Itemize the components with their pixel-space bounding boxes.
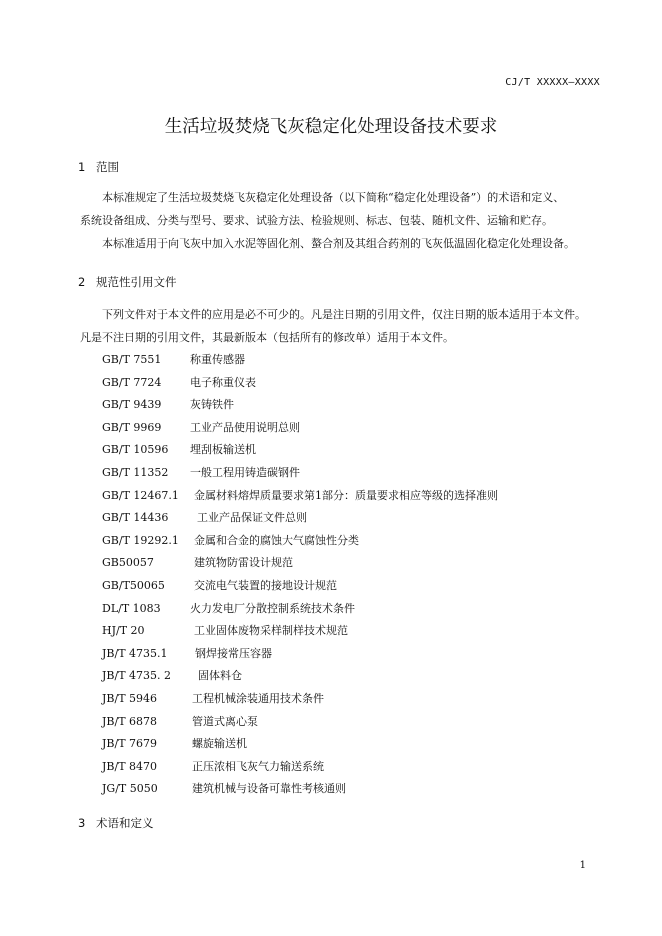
paragraph: 下列文件对于本文件的应用是必不可少的。凡是注日期的引用文件，仅注日期的版本适用于本文件。 xyxy=(102,308,586,321)
paragraph-continuation: 凡是不注日期的引用文件，其最新版本（包括所有的修改单）适用于本文件。 xyxy=(80,331,454,344)
reference-title: 金属材料熔焊质量要求第1部分：质量要求相应等级的选择准则 xyxy=(194,488,498,502)
reference-title: 埋刮板输送机 xyxy=(190,443,256,457)
reference-title: 火力发电厂分散控制系统技术条件 xyxy=(190,601,355,615)
reference-title: 工业产品使用说明总则 xyxy=(190,420,300,434)
reference-code: JB/T 8470 xyxy=(102,759,158,773)
reference-code: GB/T 19292.1 xyxy=(102,533,179,547)
reference-title: 钢焊接常压容器 xyxy=(195,646,272,660)
reference-code: GB/T 10596 xyxy=(102,443,169,457)
paragraph: 本标准适用于向飞灰中加入水泥等固化剂、螯合剂及其组合药剂的飞灰低温固化稳定化处理设备。 xyxy=(102,237,575,250)
reference-code: JG/T 5050 xyxy=(102,782,158,796)
reference-title: 一般工程用铸造碳钢件 xyxy=(190,465,300,479)
reference-title: 建筑物防雷设计规范 xyxy=(194,556,293,570)
document-title: 生活垃圾焚烧飞灰稳定化处理设备技术要求 xyxy=(164,117,498,137)
reference-code: DL/T 1083 xyxy=(102,601,161,615)
reference-code: GB/T 12467.1 xyxy=(102,488,179,502)
reference-title: 工程机械涂装通用技术条件 xyxy=(192,691,324,705)
reference-title: 金属和合金的腐蚀大气腐蚀性分类 xyxy=(194,533,359,547)
reference-title: 建筑机械与设备可靠性考核通则 xyxy=(192,782,346,796)
paragraph: 本标准规定了生活垃圾焚烧飞灰稳定化处理设备（以下简称“稳定化处理设备”）的术语和定义、 xyxy=(102,191,565,204)
section-title: 术语和定义 xyxy=(96,816,154,830)
reference-title: 称重传感器 xyxy=(190,353,245,366)
reference-code: GB/T 9439 xyxy=(102,398,162,412)
reference-code: GB/T 11352 xyxy=(102,465,169,479)
reference-code: JB/T 5946 xyxy=(102,691,158,705)
page-number: 1 xyxy=(579,860,586,871)
section-number: 3 xyxy=(78,816,86,830)
reference-code: GB/T 9969 xyxy=(102,420,162,434)
reference-code: HJ/T 20 xyxy=(102,624,145,638)
reference-code: GB/T 7724 xyxy=(102,375,162,389)
reference-code: JB/T 4735.1 xyxy=(102,646,168,660)
reference-title: 灰铸铁件 xyxy=(190,398,234,412)
reference-code: JB/T 6878 xyxy=(102,714,158,728)
section-heading-3 xyxy=(78,815,154,831)
reference-title: 固体料仓 xyxy=(198,669,242,683)
reference-code: GB/T 7551 xyxy=(102,353,162,366)
section-2-body xyxy=(80,303,602,349)
reference-title: 电子称重仪表 xyxy=(190,375,256,389)
reference-code: GB/T 14436 xyxy=(102,511,169,525)
reference-title: 螺旋输送机 xyxy=(192,737,247,751)
section-number: 2 xyxy=(78,275,86,289)
section-title: 规范性引用文件 xyxy=(96,275,177,289)
reference-code: JB/T 7679 xyxy=(102,737,158,751)
reference-title: 工业产品保证文件总则 xyxy=(197,511,307,525)
section-1-body xyxy=(80,186,602,255)
reference-code: JB/T 4735. 2 xyxy=(102,669,172,683)
reference-title: 管道式离心泵 xyxy=(192,714,258,728)
reference-title: 工业固体废物采样制样技术规范 xyxy=(194,624,348,638)
section-heading-1 xyxy=(78,159,119,175)
standard-code: CJ/T XXXXX—XXXX xyxy=(505,77,600,88)
paragraph-continuation: 系统设备组成、分类与型号、要求、试验方法、检验规则、标志、包装、随机文件、运输和贮存。 xyxy=(80,214,553,227)
reference-code: GB50057 xyxy=(102,556,154,570)
section-heading-2 xyxy=(78,274,177,290)
reference-title: 交流电气装置的接地设计规范 xyxy=(194,578,337,592)
section-title: 范围 xyxy=(96,160,119,174)
reference-code: GB/T50065 xyxy=(102,578,165,592)
section-number: 1 xyxy=(78,160,86,174)
reference-title: 正压浓相飞灰气力输送系统 xyxy=(192,759,324,773)
